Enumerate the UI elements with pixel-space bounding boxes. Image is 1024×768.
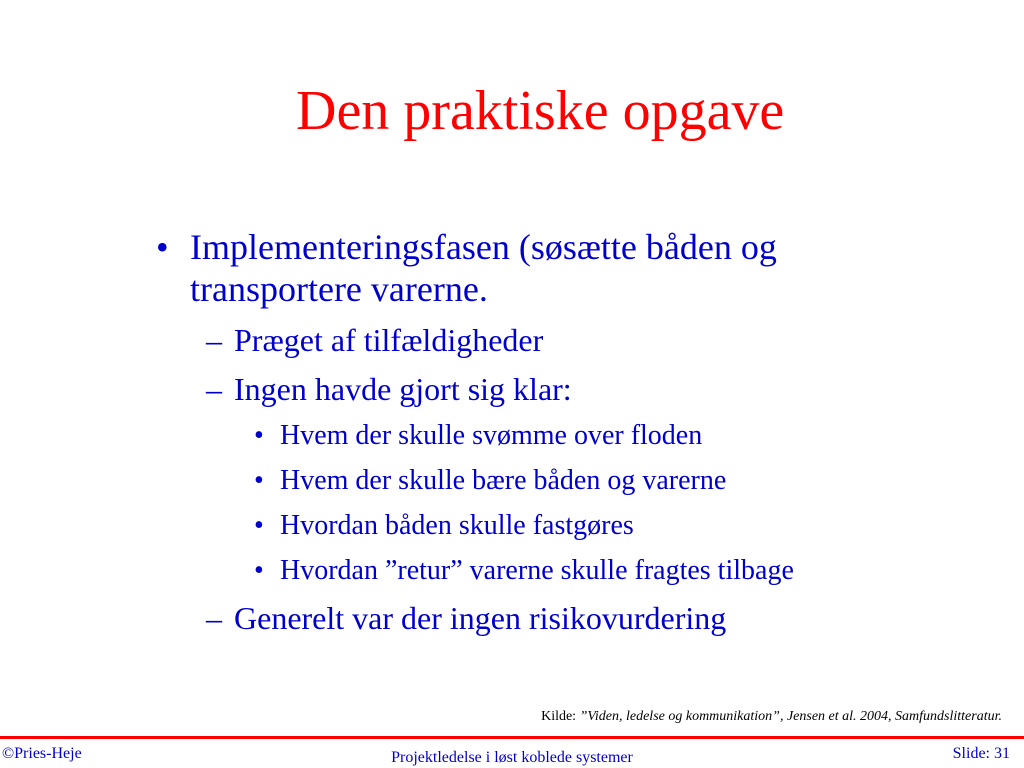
sub-bullet-item: [150, 371, 980, 407]
slide-title: Den praktiske opgave: [296, 80, 785, 142]
source-label: Kilde:: [541, 709, 577, 724]
source-text: ”Viden, ledelse og kommunikation”, Jensen et al. 2004, Samfundslitteratur.: [579, 709, 1002, 724]
slide-body: [150, 226, 980, 649]
bullet-marker: •: [254, 420, 264, 451]
sub-sub-bullet-text: Hvem der skulle svømme over floden: [280, 420, 703, 451]
bullet-text-line-1: Implementeringsfasen (søsætte båden og: [190, 227, 777, 267]
sub-bullet-text: Ingen havde gjort sig klar:: [234, 371, 572, 407]
sub-bullet-item: [150, 600, 980, 636]
sub-sub-bullet-text: Hvem der skulle bære båden og varerne: [280, 465, 727, 496]
sub-sub-bullet-item: [150, 420, 980, 452]
bullet-marker: •: [254, 555, 264, 586]
footer-copyright: ©Pries-Heje: [2, 745, 82, 762]
source-citation: [541, 708, 1002, 726]
bullet-marker: •: [254, 510, 264, 541]
dash-marker: –: [206, 600, 222, 636]
sub-sub-bullet-text: Hvordan båden skulle fastgøres: [280, 510, 634, 541]
footer-slide-number: Slide: 31: [952, 745, 1010, 762]
bullet-item: [150, 226, 980, 310]
bullet-marker: •: [156, 227, 169, 267]
sub-bullet-text: Generelt var der ingen risikovurdering: [234, 600, 727, 636]
sub-sub-bullet-item: [150, 465, 980, 497]
sub-bullet-text: Præget af tilfældigheder: [234, 322, 544, 358]
sub-sub-bullet-text: Hvordan ”retur” varerne skulle fragtes tilbage: [280, 555, 794, 586]
bullet-text-line-2: transportere varerne.: [190, 269, 488, 309]
dash-marker: –: [206, 322, 222, 358]
dash-marker: –: [206, 371, 222, 407]
footer-divider: [0, 736, 1024, 739]
sub-sub-bullet-item: [150, 555, 980, 587]
footer-course-title: Projektledelse i løst koblede systemer: [391, 749, 633, 766]
bullet-marker: •: [254, 465, 264, 496]
sub-sub-bullet-item: [150, 510, 980, 542]
sub-bullet-item: [150, 322, 980, 358]
